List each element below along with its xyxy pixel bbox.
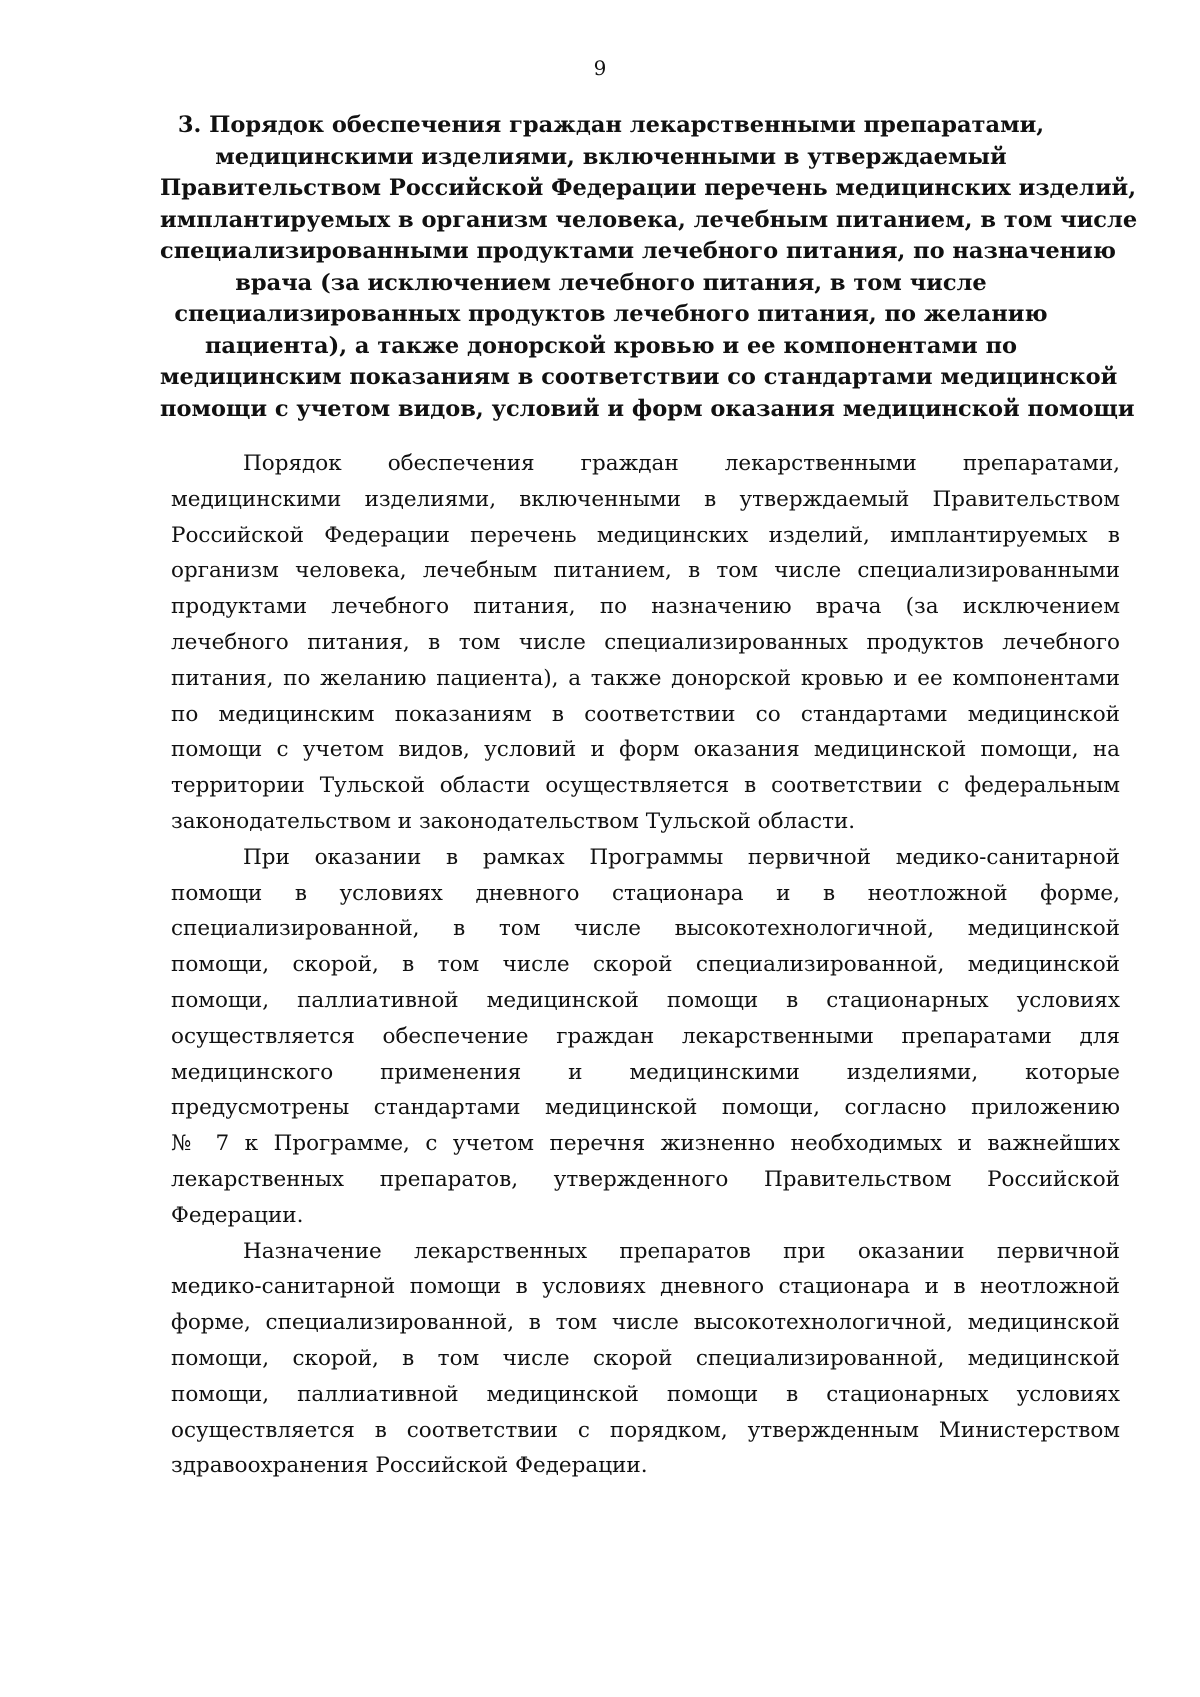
text-line: помощи, скорой, в том числе скорой специализированной, медицинской [171,952,1120,978]
page-number: 9 [593,56,607,80]
paragraph-supply-procedure [171,446,1120,840]
text-line: помощи, паллиативной медицинской помощи в стационарных условиях [171,1381,1120,1407]
heading-line: специализированных продуктов лечебного питания, по желанию [174,301,1048,327]
section-heading [160,110,1138,425]
text-line: законодательством и законодательством Тульской области. [171,808,856,834]
text-line: медицинскими изделиями, включенными в утверждаемый Правительством [171,486,1120,512]
heading-line: специализированными продуктами лечебного питания, по назначению [160,238,1116,264]
text-line: организм человека, лечебным питанием, в том числе специализированными [171,558,1120,584]
heading-line: Правительством Российской Федерации перечень медицинских изделий, [160,175,1137,201]
text-line: При оказании в рамках Программы первичной медико-санитарной [243,844,1120,870]
heading-line: врача (за исключением лечебного питания, в том числе [235,269,987,296]
text-line: питания, по желанию пациента), а также донорской кровью и ее компонентами [171,665,1120,691]
text-line: медицинского применения и медицинскими изделиями, которые [171,1059,1120,1085]
text-line: Порядок обеспечения граждан лекарственными препаратами, [243,451,1120,476]
heading-line: медицинским показаниям в соответствии со стандартами медицинской [160,364,1118,390]
text-line: Федерации. [171,1202,304,1228]
text-line: Российской Федерации перечень медицинских изделий, имплантируемых в [171,522,1120,548]
text-line: предусмотрены стандартами медицинской помощи, согласно приложению [171,1095,1120,1121]
text-line: форме, специализированной, в том числе высокотехнологичной, медицинской [171,1310,1120,1336]
text-line: по медицинским показаниям в соответствии со стандартами медицинской [171,701,1120,727]
text-line: помощи, скорой, в том числе скорой специализированной, медицинской [171,1345,1120,1371]
text-line: медико-санитарной помощи в условиях дневного стационара и в неотложной [171,1274,1120,1300]
text-line: помощи с учетом видов, условий и форм оказания медицинской помощи, на [171,737,1120,763]
text-line: специализированной, в том числе высокотехнологичной, медицинской [171,916,1120,942]
heading-line: помощи с учетом видов, условий и форм оказания медицинской помощи [160,395,1135,422]
paragraph-program-care [171,840,1120,1234]
text-line: лекарственных препаратов, утвержденного Правительством Российской [171,1166,1120,1192]
text-line: осуществляется обеспечение граждан лекарственными препаратами для [171,1023,1120,1049]
text-line: Назначение лекарственных препаратов при оказании первичной [243,1238,1120,1264]
heading-line: пациента), а также донорской кровью и ее компонентами по [204,332,1018,359]
text-line: лечебного питания, в том числе специализированных продуктов лечебного [171,629,1120,655]
heading-line: имплантируемых в организм человека, лечебным питанием, в том числе [160,206,1138,233]
text-line: продуктами лечебного питания, по назначению врача (за исключением [171,594,1120,620]
text-line: территории Тульской области осуществляется в соответствии с федеральным [171,773,1120,799]
text-line: № 7 к Программе, с учетом перечня жизненно необходимых и важнейших [171,1131,1120,1157]
paragraph-prescription [171,1234,1120,1485]
text-line: здравоохранения Российской Федерации. [171,1453,648,1479]
body-text [171,446,1120,1484]
text-line: помощи, паллиативной медицинской помощи в стационарных условиях [171,987,1120,1013]
heading-line: медицинскими изделиями, включенными в утверждаемый [215,143,1007,170]
heading-line: 3. Порядок обеспечения граждан лекарственными препаратами, [177,112,1045,138]
text-line: помощи в условиях дневного стационара и в неотложной форме, [171,880,1120,906]
text-line: осуществляется в соответствии с порядком, утвержденным Министерством [171,1417,1120,1443]
